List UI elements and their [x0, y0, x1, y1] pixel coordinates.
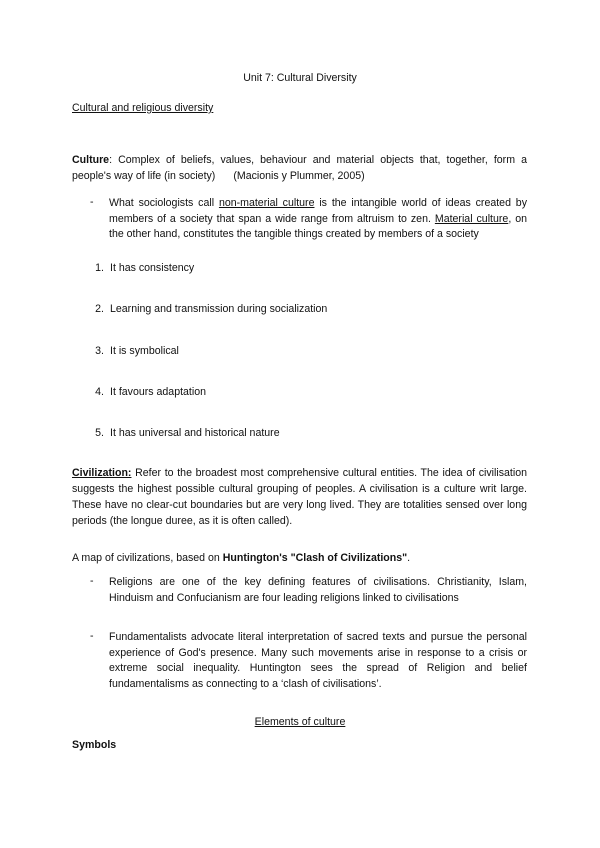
map-of-civilizations-line	[72, 552, 410, 564]
list-item: Learning and transmission during socialization	[110, 303, 328, 315]
bullet-dash: -	[90, 575, 94, 587]
fundamentalists-bullet: Fundamentalists advocate literal interpretation of sacred texts and pursue the personal experience of God's presence. Many such movements arise in response to a crisis or extreme social inequality. Huntington sees the spread of Religion and belief fundamentalisms as connecting to a ‘clash of civilisations’.	[109, 631, 527, 690]
culture-bullet	[109, 196, 527, 243]
map-line-text: A map of civilizations, based on	[72, 552, 223, 564]
culture-definition-text: : Complex of beliefs, values, behaviour and material objects that, together, form a people's way of life (in society)	[72, 154, 527, 182]
civilization-term: Civilization:	[72, 467, 132, 479]
culture-bullet-text: is the intangible world of ideas created by members of a society that span a wide range from altruism to zen.	[109, 197, 527, 225]
list-item: It is symbolical	[110, 345, 179, 357]
list-item-number: 2.	[95, 303, 104, 315]
material-culture-term: Material culture	[434, 212, 509, 225]
culture-term: Culture	[72, 154, 110, 166]
bullet-dash: -	[90, 196, 94, 208]
map-line-text: .	[407, 552, 411, 564]
list-item-number: 5.	[95, 427, 104, 439]
list-item-number: 4.	[95, 386, 104, 398]
list-item: It has universal and historical nature	[110, 427, 280, 439]
culture-definition	[72, 152, 527, 184]
religions-bullet: Religions are one of the key defining features of civilisations. Christianity, Islam, Hinduism and Confucianism are four leading religions linked to civilisations	[109, 576, 527, 604]
civilization-text: Refer to the broadest most comprehensive cultural entities. The idea of civilisation suggests the highest possible cultural grouping of peoples. A civilisation is a culture writ large. These have no clear-cut boundaries but are very long lived. They are totalities sensed over long periods (the longue duree, as it is often called).	[72, 467, 527, 527]
list-item: It has consistency	[110, 262, 195, 274]
culture-bullet-text: What sociologists call	[109, 197, 219, 209]
culture-citation: (Macionis y Plummer, 2005)	[233, 170, 365, 182]
nonmaterial-culture-term: non-material culture	[218, 197, 315, 209]
civilization-definition	[72, 465, 527, 529]
list-item: It favours adaptation	[110, 386, 206, 398]
huntington-reference: Huntington's "Clash of Civilizations"	[222, 552, 408, 564]
section-heading-cultural-diversity: Cultural and religious diversity	[72, 102, 214, 114]
bullet-dash: -	[90, 630, 94, 642]
culture-bullet-text: , on the other hand, constitutes the tangible things created by members of a society	[109, 212, 527, 240]
elements-of-culture-heading: Elements of culture	[254, 716, 346, 728]
list-item-number: 1.	[95, 262, 104, 274]
page-title: Unit 7: Cultural Diversity	[243, 72, 357, 84]
list-item-number: 3.	[95, 345, 104, 357]
symbols-heading: Symbols	[72, 739, 117, 751]
